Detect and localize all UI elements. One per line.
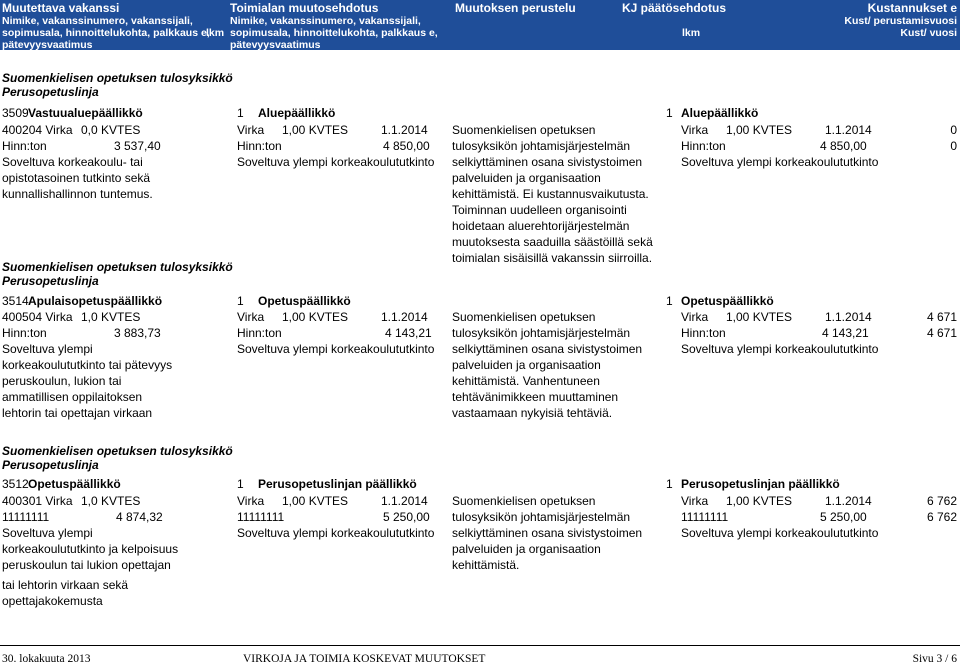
- reason-line: tulosyksikön johtamisjärjestelmän: [452, 510, 631, 524]
- kj-virka: Virka: [681, 310, 709, 324]
- col1-sub1: Nimike, vakanssinumero, vakanssijali,: [2, 15, 193, 27]
- cost-yearly: 6 762: [926, 510, 957, 524]
- reason-line: hoidetaan aluerehtorijärjestelmän: [452, 219, 630, 233]
- proposal-date: 1.1.2014: [381, 123, 428, 137]
- vacancy-line: opistotasoinen tutkinto sekä: [2, 171, 151, 185]
- kj-title: Aluepäällikkö: [681, 106, 759, 120]
- line-heading: Perusopetuslinja: [2, 85, 99, 99]
- unit-heading: Suomenkielisen opetuksen tulosyksikkö: [2, 260, 233, 274]
- proposal-virka-value: 1,00 KVTES: [282, 494, 349, 508]
- vacancy-line: Soveltuva ylempi: [2, 526, 93, 540]
- kj-count: 1: [666, 106, 673, 120]
- proposal-virka: Virka: [237, 123, 265, 137]
- col5-title: Kustannukset e: [867, 1, 957, 15]
- vacancy-line: Soveltuva ylempi: [2, 342, 93, 356]
- vacancy-line: 400504 Virka: [2, 310, 73, 324]
- unit-heading: Suomenkielisen opetuksen tulosyksikkö: [2, 444, 233, 458]
- vacancy-virka-value: 1,0 KVTES: [81, 310, 141, 324]
- proposal-requirement: Soveltuva ylempi korkeakoulututkinto: [237, 342, 435, 356]
- kj-hinn-value: 4 143,21: [822, 326, 869, 340]
- vacancy-line: Hinn:ton: [2, 326, 47, 340]
- proposal-title: Perusopetuslinjan päällikkö: [258, 477, 417, 491]
- col1-sub2: sopimusala, hinnoittelukohta, palkkaus e,: [2, 27, 210, 39]
- line-heading: Perusopetuslinja: [2, 274, 99, 288]
- proposal-title: Aluepäällikkö: [258, 106, 336, 120]
- vacancy-line: Soveltuva korkeakoulu- tai: [2, 155, 143, 169]
- kj-date: 1.1.2014: [825, 310, 872, 324]
- kj-requirement: Soveltuva ylempi korkeakoulututkinto: [681, 342, 879, 356]
- col1-sub3: pätevyysvaatimus: [2, 39, 93, 51]
- cost-establish: 0: [950, 123, 957, 137]
- vacancy-line: peruskoulun tai lukion opettajan: [2, 558, 171, 572]
- vacancy-virka-value: 0,0 KVTES: [81, 123, 141, 137]
- kj-hinn: 11111111: [681, 510, 729, 524]
- kj-date: 1.1.2014: [825, 123, 872, 137]
- vacancy-code: 3514: [2, 294, 29, 308]
- kj-hinn: Hinn:ton: [681, 326, 726, 340]
- vacancy-hinn-value: 3 537,40: [114, 139, 161, 153]
- proposal-count: 1: [237, 477, 244, 491]
- vacancy-title: Opetuspäällikkö: [28, 477, 121, 491]
- cost-establish: 4 671: [926, 310, 957, 324]
- proposal-hinn-value: 4 143,21: [385, 326, 432, 340]
- reason-line: tehtävänimikkeen muuttaminen: [452, 390, 619, 404]
- kj-virka: Virka: [681, 123, 709, 137]
- kj-hinn-value: 5 250,00: [820, 510, 867, 524]
- proposal-hinn-value: 4 850,00: [383, 139, 430, 153]
- proposal-date: 1.1.2014: [381, 494, 428, 508]
- vacancy-line: korkeakoulututkinto ja kelpoisuus: [2, 542, 179, 556]
- reason-line: selkiyttäminen osana sivistystoimen: [452, 526, 643, 540]
- proposal-virka: Virka: [237, 494, 265, 508]
- vacancy-virka-value: 1,0 KVTES: [81, 494, 141, 508]
- vacancy-line: peruskoulun, lukion tai: [2, 374, 122, 388]
- reason-line: toimialan sisäisillä vakanssin siirroilla.: [452, 251, 653, 265]
- reason-line: palveluiden ja organisaation: [452, 542, 601, 556]
- vacancy-line: tai lehtorin virkaan sekä: [2, 578, 129, 592]
- vacancy-code: 3509: [2, 106, 29, 120]
- kj-virka-value: 1,00 KVTES: [726, 310, 793, 324]
- footer-page: Sivu 3 / 6: [912, 653, 957, 665]
- col3-title: Muutoksen perustelu: [455, 1, 576, 15]
- col4-lkm: lkm: [682, 27, 701, 39]
- reason-line: tulosyksikön johtamisjärjestelmän: [452, 139, 631, 153]
- reason-line: Suomenkielisen opetuksen: [452, 494, 596, 508]
- vacancy-hinn-value: 3 883,73: [114, 326, 161, 340]
- reason-line: kehittämistä. Vanhentuneen: [452, 374, 600, 388]
- proposal-virka-value: 1,00 KVTES: [282, 123, 349, 137]
- reason-line: Toiminnan uudelleen organisointi: [452, 203, 627, 217]
- reason-line: Suomenkielisen opetuksen: [452, 123, 596, 137]
- proposal-virka-value: 1,00 KVTES: [282, 310, 349, 324]
- proposal-date: 1.1.2014: [381, 310, 428, 324]
- kj-virka-value: 1,00 KVTES: [726, 494, 793, 508]
- unit-heading: Suomenkielisen opetuksen tulosyksikkö: [2, 71, 233, 85]
- kj-virka: Virka: [681, 494, 709, 508]
- kj-hinn: Hinn:ton: [681, 139, 726, 153]
- reason-line: Suomenkielisen opetuksen: [452, 310, 596, 324]
- kj-requirement: Soveltuva ylempi korkeakoulututkinto: [681, 155, 879, 169]
- cost-yearly: 0: [950, 139, 957, 153]
- vacancy-line: korkeakoulututkinto tai pätevyys: [2, 358, 173, 372]
- proposal-hinn: Hinn:ton: [237, 139, 282, 153]
- vacancy-line: opettajakokemusta: [2, 594, 103, 608]
- col5-sub1: Kust/ perustamisvuosi: [844, 15, 957, 27]
- reason-line: palveluiden ja organisaation: [452, 358, 601, 372]
- footer-title: VIRKOJA JA TOIMIA KOSKEVAT MUUTOKSET: [243, 653, 486, 665]
- line-heading: Perusopetuslinja: [2, 458, 99, 472]
- cost-yearly: 4 671: [926, 326, 957, 340]
- kj-count: 1: [666, 477, 673, 491]
- proposal-title: Opetuspäällikkö: [258, 294, 351, 308]
- proposal-requirement: Soveltuva ylempi korkeakoulututkinto: [237, 155, 435, 169]
- reason-line: kehittämistä. Ei kustannusvaikutusta.: [452, 187, 649, 201]
- col2-title: Toimialan muutosehdotus: [230, 1, 379, 15]
- vacancy-line: 400204 Virka: [2, 123, 73, 137]
- reason-line: selkiyttäminen osana sivistystoimen: [452, 342, 643, 356]
- kj-date: 1.1.2014: [825, 494, 872, 508]
- proposal-virka: Virka: [237, 310, 265, 324]
- vacancy-line: 11111111: [2, 510, 50, 524]
- vacancy-hinn-value: 4 874,32: [116, 510, 163, 524]
- vacancy-line: Hinn:ton: [2, 139, 47, 153]
- footer-divider: [0, 645, 960, 646]
- vacancy-line: 400301 Virka: [2, 494, 73, 508]
- cost-establish: 6 762: [926, 494, 957, 508]
- kj-title: Opetuspäällikkö: [681, 294, 774, 308]
- vacancy-line: kunnallishallinnon tuntemus.: [2, 187, 153, 201]
- vacancy-line: ammatillisen oppilaitoksen: [2, 390, 143, 404]
- footer-date: 30. lokakuuta 2013: [2, 653, 91, 665]
- col1-lkm: lkm: [206, 27, 225, 39]
- kj-virka-value: 1,00 KVTES: [726, 123, 793, 137]
- proposal-hinn-value: 5 250,00: [383, 510, 430, 524]
- proposal-hinn: Hinn:ton: [237, 326, 282, 340]
- reason-line: palveluiden ja organisaation: [452, 171, 601, 185]
- kj-requirement: Soveltuva ylempi korkeakoulututkinto: [681, 526, 879, 540]
- vacancy-code: 3512: [2, 477, 29, 491]
- reason-line: vastaamaan nykyisiä tehtäviä.: [452, 406, 613, 420]
- vacancy-line: lehtorin tai opettajan virkaan: [2, 406, 153, 420]
- reason-line: muutoksesta saaduilla säästöillä sekä: [452, 235, 653, 249]
- col2-sub3: pätevyysvaatimus: [230, 39, 321, 51]
- proposal-requirement: Soveltuva ylempi korkeakoulututkinto: [237, 526, 435, 540]
- vacancy-title: Apulaisopetuspäällikkö: [28, 294, 163, 308]
- col1-title: Muutettava vakanssi: [2, 1, 120, 15]
- proposal-count: 1: [237, 294, 244, 308]
- reason-line: kehittämistä.: [452, 558, 520, 572]
- proposal-hinn: 11111111: [237, 510, 285, 524]
- proposal-count: 1: [237, 106, 244, 120]
- col5-sub2: Kust/ vuosi: [900, 27, 957, 39]
- kj-title: Perusopetuslinjan päällikkö: [681, 477, 840, 491]
- kj-count: 1: [666, 294, 673, 308]
- col4-title: KJ päätösehdotus: [622, 1, 727, 15]
- col2-sub1: Nimike, vakanssinumero, vakanssijali,: [230, 15, 421, 27]
- col2-sub2: sopimusala, hinnoittelukohta, palkkaus e,: [230, 27, 438, 39]
- reason-line: tulosyksikön johtamisjärjestelmän: [452, 326, 631, 340]
- vacancy-title: Vastuualuepäällikkö: [28, 106, 143, 120]
- kj-hinn-value: 4 850,00: [820, 139, 867, 153]
- table-header: [0, 0, 960, 50]
- reason-line: selkiyttäminen osana sivistystoimen: [452, 155, 643, 169]
